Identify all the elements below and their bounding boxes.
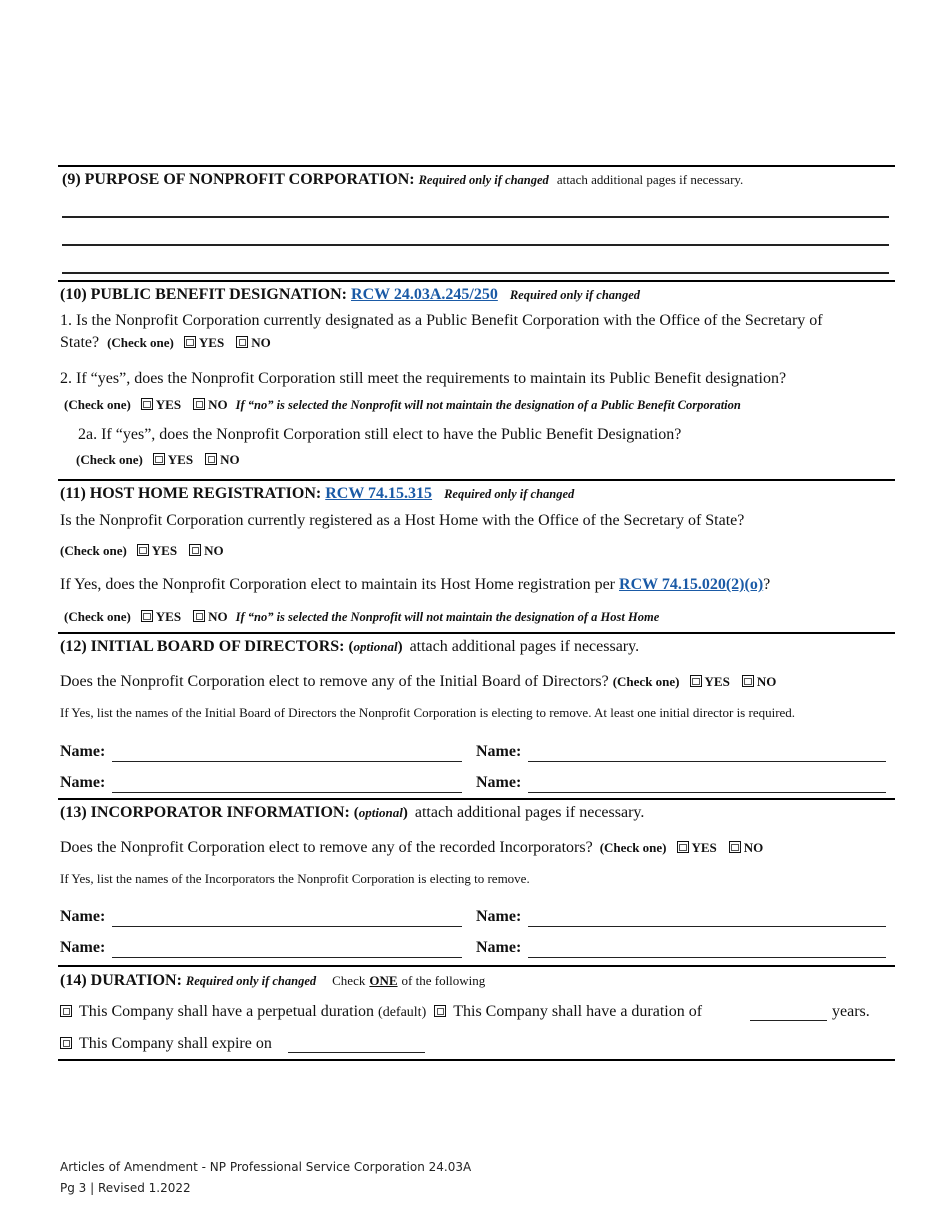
section-11-title: (11) HOST HOME REGISTRATION: bbox=[60, 485, 322, 502]
section-14-header bbox=[60, 972, 485, 990]
years-label: years. bbox=[832, 1003, 870, 1020]
check-one-label: (Check one) bbox=[76, 452, 143, 467]
board-name-label-3: Name: bbox=[60, 774, 106, 791]
no-label: NO bbox=[743, 840, 764, 855]
check-one-label: (Check one) bbox=[64, 609, 131, 624]
check-one-label: (Check one) bbox=[599, 840, 667, 855]
duration-checkbox[interactable] bbox=[434, 1005, 446, 1017]
paren-close: ) bbox=[397, 639, 403, 655]
yes-label: YES bbox=[704, 674, 730, 689]
incorporator-name-label-4: Name: bbox=[476, 939, 522, 956]
attach-note: attach additional pages if necessary. bbox=[414, 804, 645, 821]
host-home-q2-no-checkbox[interactable] bbox=[193, 610, 205, 622]
yes-label: YES bbox=[151, 543, 178, 558]
host-home-q2-warning: If “no” is selected the Nonprofit will not maintain the designation of a Host Home bbox=[235, 610, 660, 624]
section-11-header bbox=[60, 485, 574, 503]
section-9-title: (9) PURPOSE OF NONPROFIT CORPORATION: bbox=[62, 171, 415, 188]
incorporator-yes-checkbox[interactable] bbox=[677, 841, 689, 853]
required-note: Required only if changed bbox=[509, 288, 641, 302]
section-12-title: (12) INITIAL BOARD OF DIRECTORS: bbox=[60, 638, 345, 655]
incorporator-question bbox=[60, 839, 763, 857]
board-name-label-2: Name: bbox=[476, 743, 522, 760]
host-home-q1-no-checkbox[interactable] bbox=[189, 544, 201, 556]
section-9-header bbox=[62, 171, 743, 189]
section-14-bottom-rule bbox=[58, 1059, 895, 1061]
incorporator-no-checkbox[interactable] bbox=[729, 841, 741, 853]
incorporator-name-field-1[interactable] bbox=[112, 926, 462, 927]
section-9-top-rule bbox=[58, 165, 895, 167]
board-yes-checkbox[interactable] bbox=[690, 675, 702, 687]
board-name-field-3[interactable] bbox=[112, 792, 462, 793]
rcw-24-03a-link[interactable]: RCW 24.03A.245/250 bbox=[351, 286, 498, 303]
board-name-label-1: Name: bbox=[60, 743, 106, 760]
board-no-checkbox[interactable] bbox=[742, 675, 754, 687]
check-one-label: (Check one) bbox=[612, 674, 680, 689]
board-instruction: If Yes, list the names of the Initial Board of Directors the Nonprofit Corporation is electing to remove. At least one initial director is required. bbox=[60, 705, 796, 720]
host-home-q2-yes-checkbox[interactable] bbox=[141, 610, 153, 622]
section-11-top-rule bbox=[58, 479, 895, 481]
section-13-top-rule bbox=[58, 798, 895, 800]
pbc-q2-warning: If “no” is selected the Nonprofit will not maintain the designation of a Public Benefit Corporation bbox=[235, 398, 741, 412]
expire-label: This Company shall expire on bbox=[79, 1035, 272, 1052]
optional-label: optional bbox=[353, 639, 398, 654]
pbc-question-1-line-2 bbox=[60, 334, 271, 352]
pbc-question-1-line-1: 1. Is the Nonprofit Corporation currently designated as a Public Benefit Corporation with the Office of the Secretary of bbox=[60, 312, 823, 329]
paren-open: ( bbox=[348, 639, 354, 655]
board-question bbox=[60, 673, 776, 691]
pbc-question-1-end: State? bbox=[60, 334, 100, 351]
perpetual-checkbox[interactable] bbox=[60, 1005, 72, 1017]
board-name-label-4: Name: bbox=[476, 774, 522, 791]
check-one-label: (Check one) bbox=[60, 543, 127, 558]
duration-years-field[interactable] bbox=[750, 1020, 827, 1021]
incorporator-name-field-2[interactable] bbox=[528, 926, 886, 927]
expire-option-row bbox=[60, 1035, 272, 1053]
pbc-question-2-answer-row bbox=[64, 396, 741, 414]
paren-open: ( bbox=[353, 805, 359, 821]
default-label: (default) bbox=[378, 1005, 427, 1020]
section-12-top-rule bbox=[58, 632, 895, 634]
board-name-field-1[interactable] bbox=[112, 761, 462, 762]
host-home-question-1-answer-row bbox=[60, 542, 224, 560]
no-label: NO bbox=[204, 543, 224, 558]
duration-label: This Company shall have a duration of bbox=[453, 1003, 703, 1020]
section-10-title: (10) PUBLIC BENEFIT DESIGNATION: bbox=[60, 286, 348, 303]
no-label: NO bbox=[208, 397, 228, 412]
pbc-q1-no-checkbox[interactable] bbox=[236, 336, 248, 348]
incorporator-name-field-3[interactable] bbox=[112, 957, 462, 958]
no-label: NO bbox=[756, 674, 777, 689]
host-home-q1-yes-checkbox[interactable] bbox=[137, 544, 149, 556]
footer-page-info: Pg 3 | Revised 1.2022 bbox=[60, 1181, 191, 1195]
attach-note: attach additional pages if necessary. bbox=[556, 172, 744, 187]
pbc-q2-no-checkbox[interactable] bbox=[193, 398, 205, 410]
attach-note: attach additional pages if necessary. bbox=[409, 638, 640, 655]
section-10-top-rule bbox=[58, 280, 895, 282]
check-one-label: (Check one) bbox=[107, 335, 174, 350]
section-13-title: (13) INCORPORATOR INFORMATION: bbox=[60, 804, 350, 821]
yes-label: YES bbox=[155, 609, 182, 624]
no-label: NO bbox=[251, 335, 271, 350]
section-10-header bbox=[60, 286, 640, 304]
pbc-question-2a: 2a. If “yes”, does the Nonprofit Corporation still elect to have the Public Benefit Designation? bbox=[78, 426, 682, 443]
pbc-q2a-no-checkbox[interactable] bbox=[205, 453, 217, 465]
section-12-header bbox=[60, 638, 639, 656]
section-14-title: (14) DURATION: bbox=[60, 972, 182, 989]
footer-title: Articles of Amendment - NP Professional Service Corporation 24.03A bbox=[60, 1160, 472, 1174]
pbc-q2-yes-checkbox[interactable] bbox=[141, 398, 153, 410]
perpetual-label: This Company shall have a perpetual duration bbox=[79, 1003, 375, 1020]
incorporator-instruction: If Yes, list the names of the Incorporators the Nonprofit Corporation is electing to remove. bbox=[60, 871, 530, 886]
pbc-question-2a-answer-row bbox=[76, 451, 240, 469]
required-note: Required only if changed bbox=[418, 173, 549, 187]
section-14-top-rule bbox=[58, 965, 895, 967]
check-suffix: of the following bbox=[401, 973, 486, 988]
host-home-question-2 bbox=[60, 576, 770, 594]
yes-label: YES bbox=[691, 840, 717, 855]
check-one-emphasis: ONE bbox=[369, 973, 398, 988]
rcw-74-15-315-link[interactable]: RCW 74.15.315 bbox=[325, 485, 433, 502]
question-mark: ? bbox=[763, 576, 771, 593]
incorporator-name-label-2: Name: bbox=[476, 908, 522, 925]
optional-label: optional bbox=[358, 805, 403, 820]
purpose-line-3[interactable] bbox=[62, 272, 889, 274]
expire-date-field[interactable] bbox=[288, 1052, 425, 1053]
required-note: Required only if changed bbox=[444, 487, 575, 501]
purpose-line-2[interactable] bbox=[62, 244, 889, 246]
section-13-header bbox=[60, 804, 644, 822]
no-label: NO bbox=[220, 452, 240, 467]
board-name-field-2[interactable] bbox=[528, 761, 886, 762]
host-home-question-2-answer-row bbox=[64, 608, 659, 626]
paren-close: ) bbox=[402, 805, 408, 821]
yes-label: YES bbox=[155, 397, 182, 412]
yes-label: YES bbox=[167, 452, 194, 467]
no-label: NO bbox=[208, 609, 228, 624]
expire-checkbox[interactable] bbox=[60, 1037, 72, 1049]
incorporator-name-label-3: Name: bbox=[60, 939, 106, 956]
yes-label: YES bbox=[198, 335, 225, 350]
host-home-q2-text: If Yes, does the Nonprofit Corporation elect to maintain its Host Home registration per bbox=[60, 576, 616, 593]
incorporator-name-label-1: Name: bbox=[60, 908, 106, 925]
incorporator-question-text: Does the Nonprofit Corporation elect to remove any of the recorded Incorporators? bbox=[60, 839, 593, 856]
pbc-q2a-yes-checkbox[interactable] bbox=[153, 453, 165, 465]
incorporator-name-field-4[interactable] bbox=[528, 957, 886, 958]
purpose-line-1[interactable] bbox=[62, 216, 889, 218]
rcw-74-15-020-link[interactable]: RCW 74.15.020(2)(o) bbox=[619, 576, 764, 593]
pbc-question-2: 2. If “yes”, does the Nonprofit Corporation still meet the requirements to maintain its Public Benefit designation? bbox=[60, 370, 787, 387]
required-note: Required only if changed bbox=[185, 974, 317, 988]
board-name-field-4[interactable] bbox=[528, 792, 886, 793]
check-one-label: (Check one) bbox=[64, 397, 131, 412]
host-home-question-1: Is the Nonprofit Corporation currently registered as a Host Home with the Office of the Secretary of State? bbox=[60, 512, 745, 529]
duration-options-row bbox=[60, 1003, 702, 1021]
check-prefix: Check bbox=[332, 973, 366, 988]
pbc-q1-yes-checkbox[interactable] bbox=[184, 336, 196, 348]
board-question-text: Does the Nonprofit Corporation elect to remove any of the Initial Board of Directors? bbox=[60, 673, 609, 690]
